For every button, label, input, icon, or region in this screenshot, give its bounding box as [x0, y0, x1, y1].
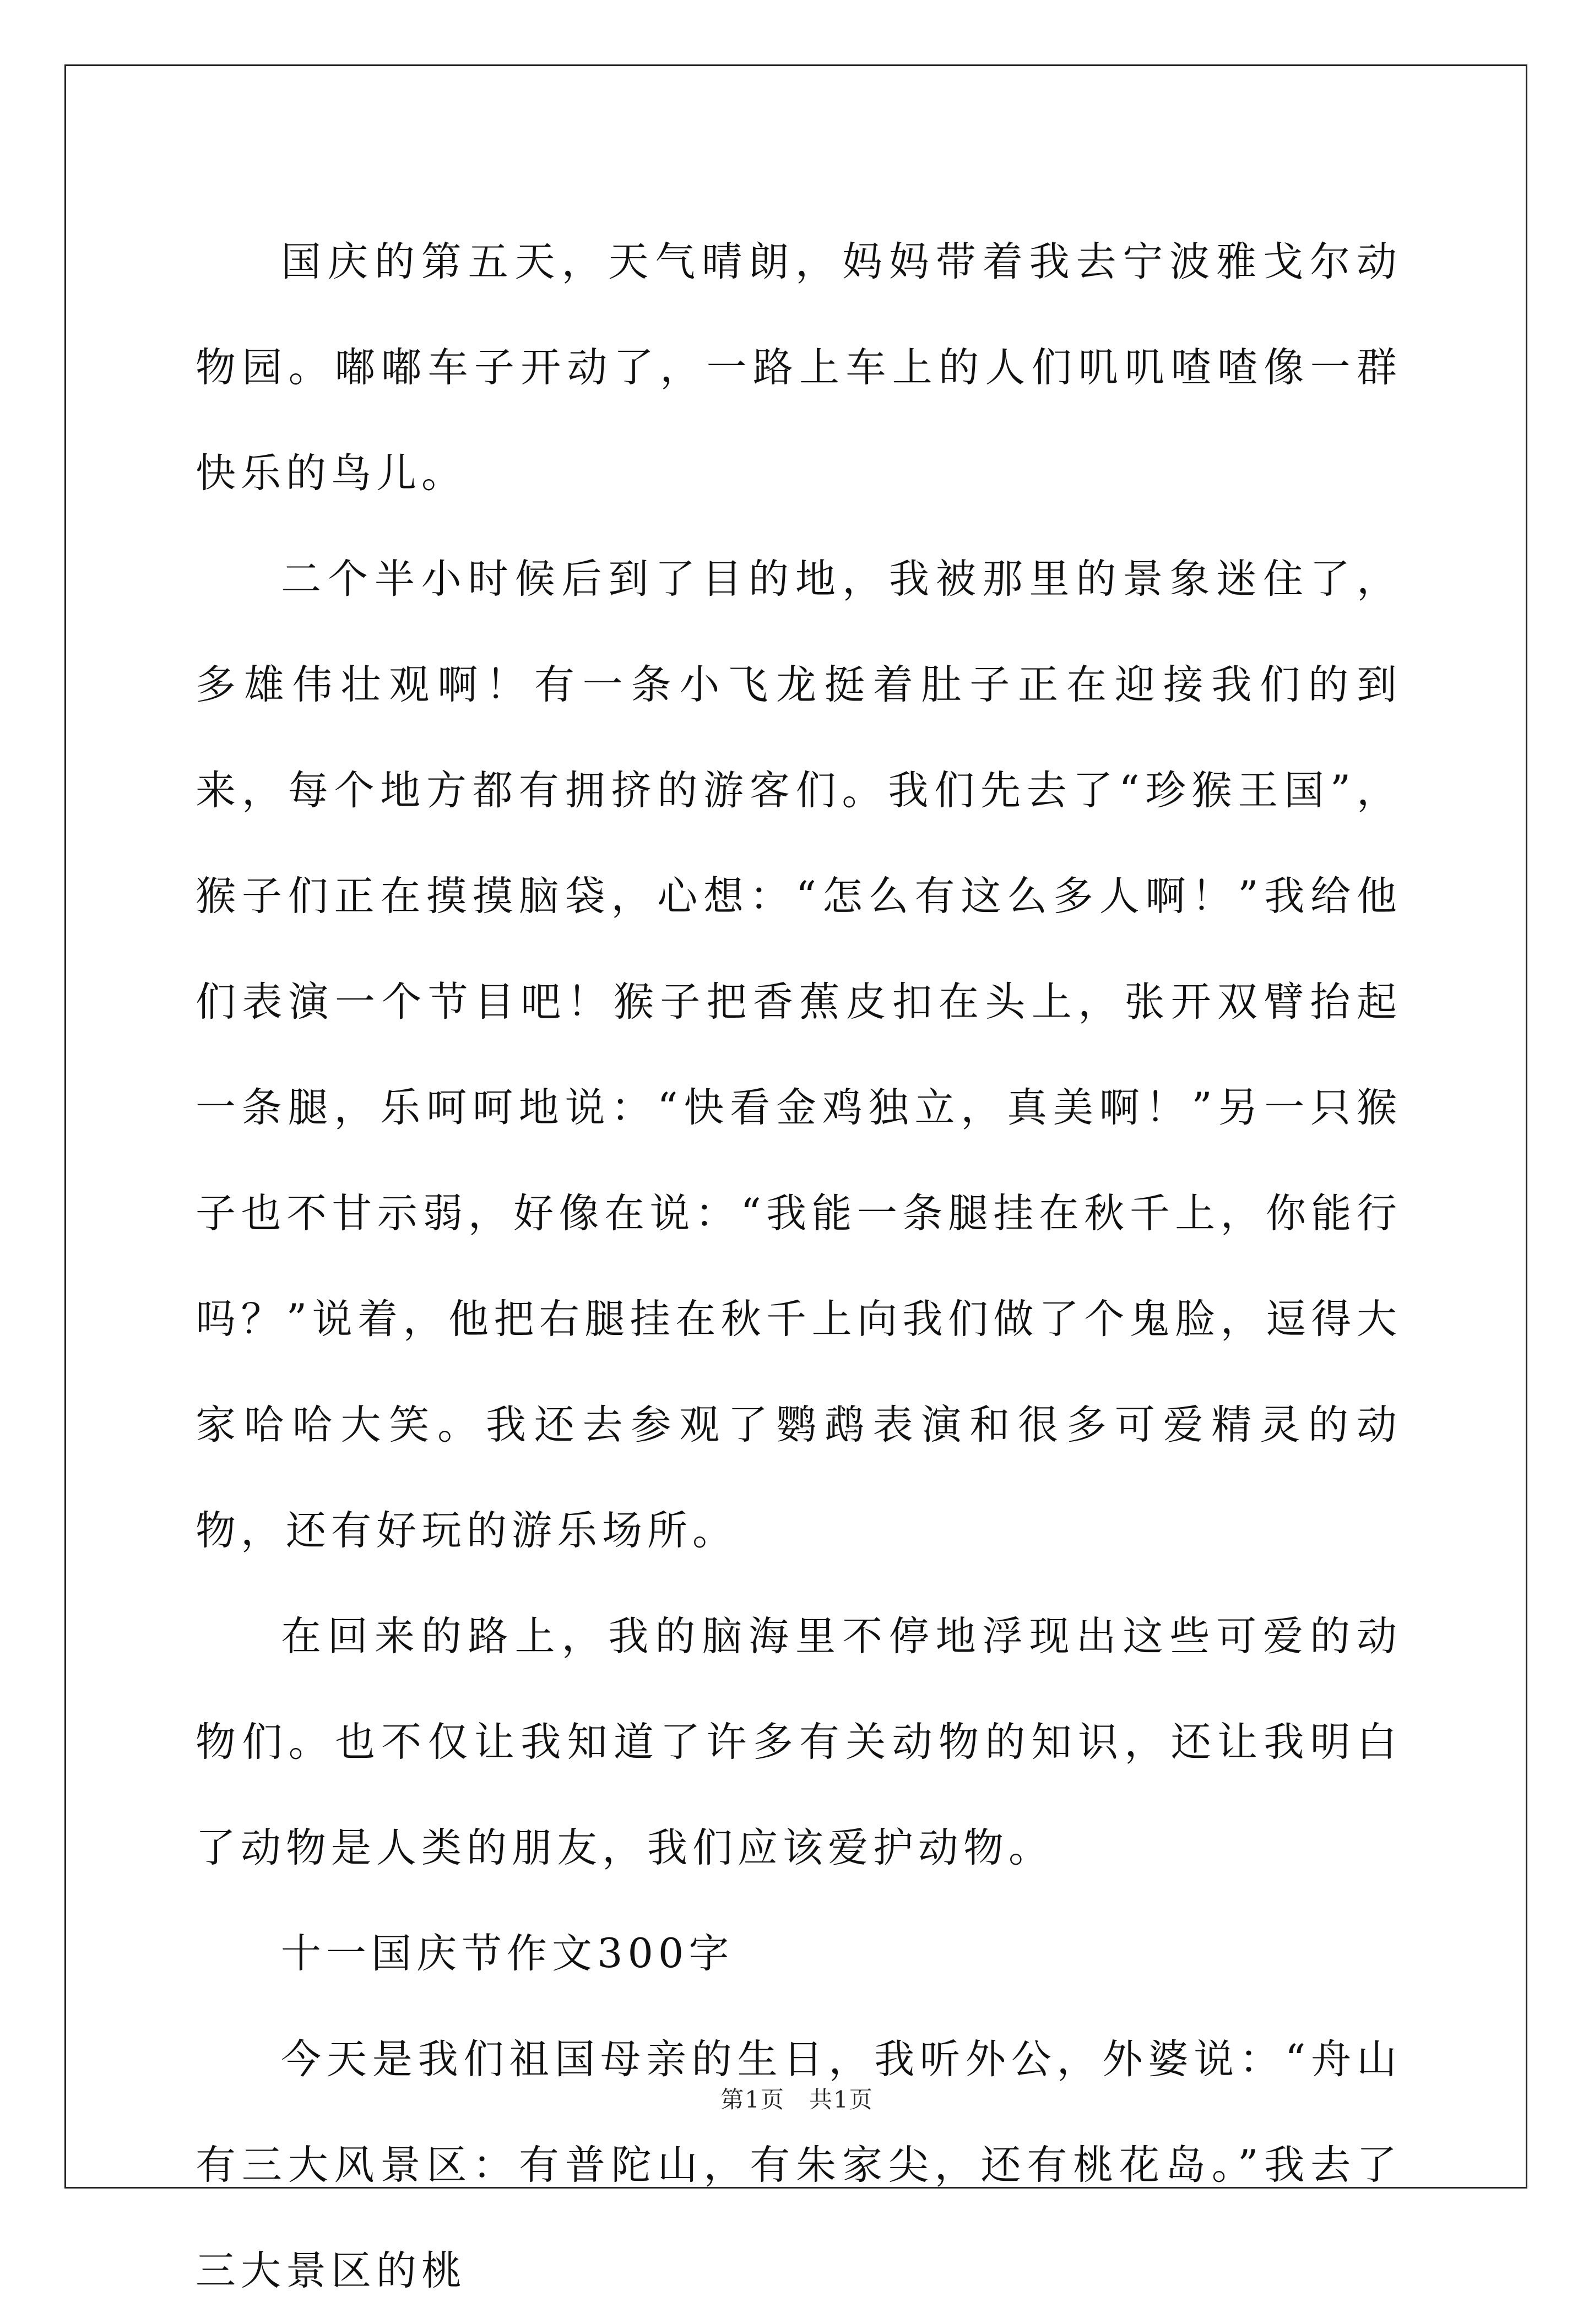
section-heading: 十一国庆节作文300字: [281, 1930, 734, 1977]
paragraph-1: 国庆的第五天，天气晴朗，妈妈带着我去宁波雅戈尔动物园。嘟嘟车子开动了，一路上车上的人们叽叽喳喳像一群快乐的鸟儿。: [196, 238, 1402, 497]
document-body: [196, 209, 1402, 2324]
paragraph-4: 今天是我们祖国母亲的生日，我听外公，外婆说：“舟山有三大风景区：有普陀山，有朱家尖，还有桃花岛。”我去了三大景区的桃: [196, 2036, 1402, 2294]
page-number: 第1页 共1页: [720, 2086, 874, 2113]
paragraph-2: 二个半小时候后到了目的地，我被那里的景象迷住了，多雄伟壮观啊！有一条小飞龙挺着肚子正在迎接我们的到来，每个地方都有拥挤的游客们。我们先去了“珍猴王国”，猴子们正在摸摸脑袋，心想：“怎么有这么多人啊！”我给他们表演一个节目吧！猴子把香蕉皮扣在头上，张开双臂抬起一条腿，乐呵呵地说：“快看金鸡独立，真美啊！”另一只猴子也不甘示弱，好像在说：“我能一条腿挂在秋千上，你能行吗？”说着，他把右腿挂在秋千上向我们做了个鬼脸，逗得大家哈哈大笑。我还去参观了鹦鹉表演和很多可爱精灵的动物，还有好玩的游乐场所。: [196, 556, 1402, 1554]
paragraph-3: 在回来的路上，我的脑海里不停地浮现出这些可爱的动物们。也不仅让我知道了许多有关动物的知识，还让我明白了动物是人类的朋友，我们应该爱护动物。: [196, 1613, 1402, 1871]
